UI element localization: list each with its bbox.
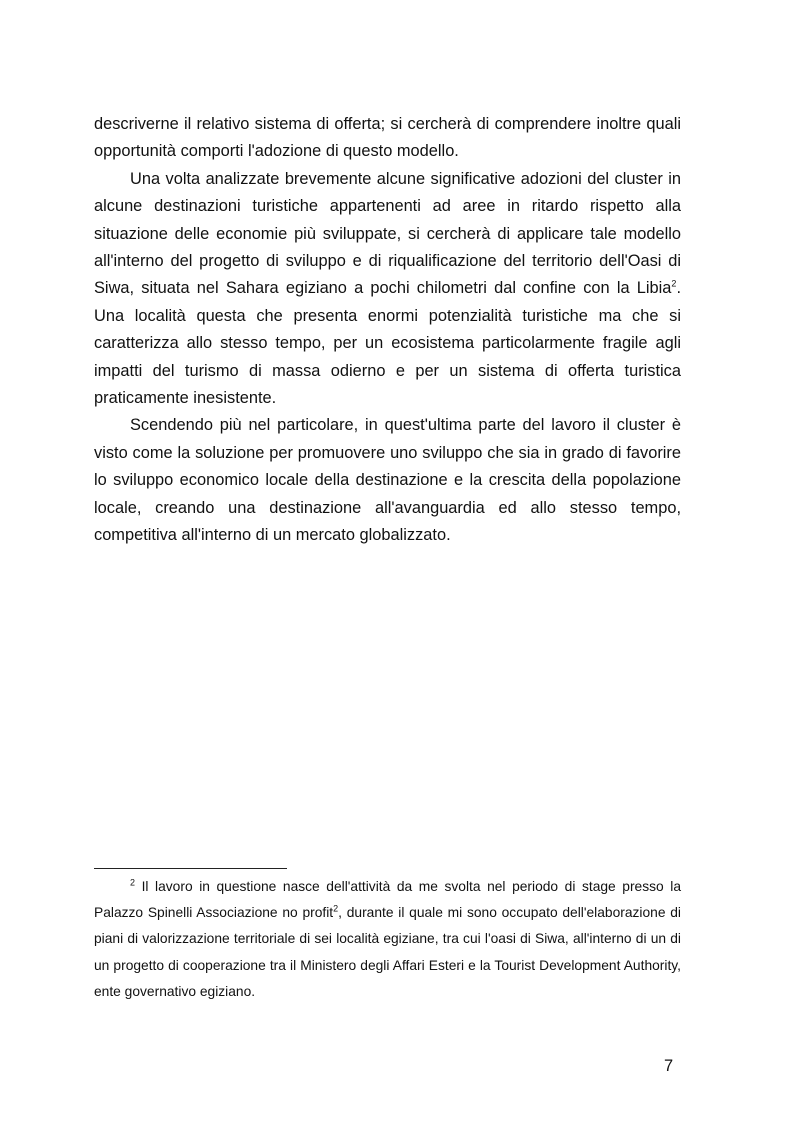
footnote <box>94 874 681 1005</box>
paragraph-3: Scendendo più nel particolare, in quest'ultima parte del lavoro il cluster è visto come la soluzione per promuovere uno sviluppo che sia in grado di favorire lo sviluppo economico locale della destinazione e la crescita della popolazione locale, creando una destinazione all'avanguardia ed allo stesso tempo, competitiva all'interno di un mercato globalizzato. <box>94 416 681 545</box>
paragraph-2 <box>94 166 681 413</box>
footnote-paragraph <box>94 874 681 1005</box>
footnote-separator <box>94 868 287 869</box>
footnote-text-start: Il lavoro in questione nasce dell'attività da me svolta nel periodo di stage presso la Palazzo Spinelli Associazione no profit <box>94 879 681 921</box>
footnote-text-end: , durante il quale mi sono occupato dell'elaborazione di piani di valorizzazione territoriale di sei località egiziane, tra cui l'oasi di Siwa, all'interno di un di un progetto di cooperazione tra il Ministero degli Affari Esteri e la Tourist Development Authority, ente governativo egiziano. <box>94 905 681 999</box>
footnote-inline-reference: 2 <box>333 903 339 914</box>
paragraph-2-text-end: . Una località questa che presenta enormi potenzialità turistiche ma che si caratterizza allo stesso tempo, per un ecosistema particolarmente fragile agli impatti del turismo di massa odierno e per un sistema di offerta turistica praticamente inesistente. <box>94 279 681 408</box>
footnote-reference: 2 <box>671 278 677 289</box>
page-number: 7 <box>664 1057 674 1075</box>
paragraph-2-text-start: Una volta analizzate brevemente alcune significative adozioni del cluster in alcune destinazioni turistiche appartenenti ad aree in ritardo rispetto alla situazione delle economie più sviluppate, si cercherà di applicare tale modello all'interno del progetto di sviluppo e di riqualificazione del territorio dell'Oasi di Siwa, situata nel Sahara egiziano a pochi chilometri dal confine con la Libia <box>94 169 681 298</box>
body-text <box>94 111 681 550</box>
footnote-marker: 2 <box>130 877 136 888</box>
paragraph-1: descriverne il relativo sistema di offerta; si cercherà di comprendere inoltre quali opportunità comporti l'adozione di questo modello. <box>94 115 681 161</box>
